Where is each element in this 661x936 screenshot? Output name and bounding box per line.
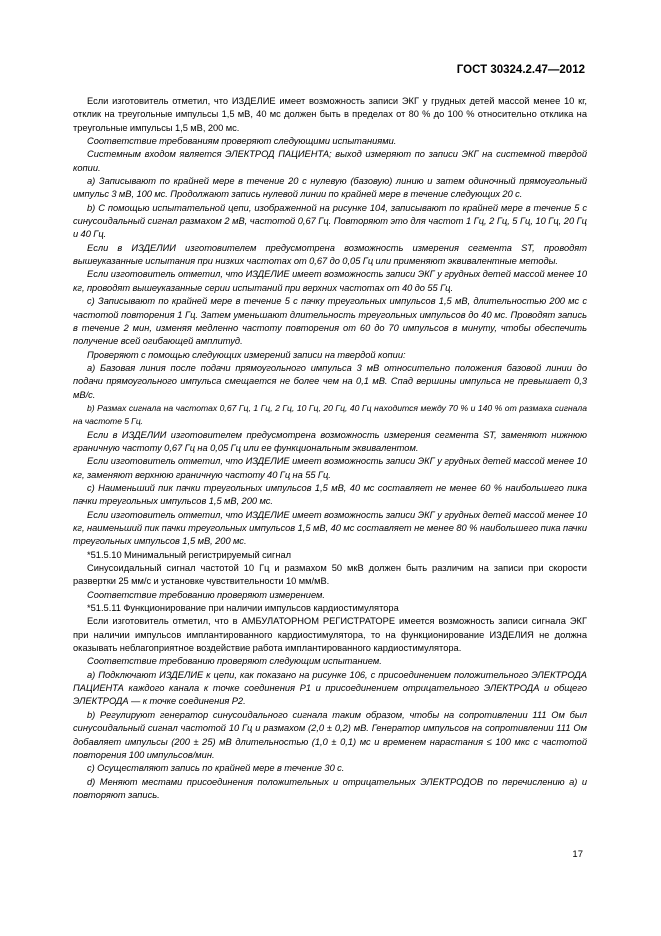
document-body (73, 95, 587, 802)
paragraph: Соответствие требованиям проверяют следующими испытаниями. (87, 136, 397, 147)
paragraph: a) Записывают по крайней мере в течение 20 с нулевую (базовую) линию и затем одиночный прямоугольный импульс 3 мВ, 100 мс. Продолжают запись нулевой линии по крайней мере в течение следующих 20 с. (73, 176, 587, 200)
paragraph: *51.5.10 Минимальный регистрируемый сигнал (87, 549, 292, 560)
paragraph: Если изготовитель отметил, что ИЗДЕЛИЕ имеет возможность записи ЭКГ у грудных детей массой менее 10 кг, проводят вышеуказанные серии испытаний при верхних частотах от 40 до 55 Гц. (73, 269, 587, 293)
paragraph: c) Записывают по крайней мере в течение 5 с пачку треугольных импульсов 1,5 мВ, длительностью 200 мс с частотой повторения 1 Гц. Затем уменьшают длительность треугольных импульсов до 40 мс. Проводят запись в течение 2 мин, изменяя медленно частоту повторения от 60 до 70 импульсов в минуту, чтобы обеспечить получение всей огибающей амплитуд. (73, 296, 587, 347)
paragraph: Если в ИЗДЕЛИИ изготовителем предусмотрена возможность измерения сегмента ST, заменяют нижнюю граничную частоту 0,67 Гц на 0,05 Гц или ее функциональным эквивалентом. (73, 429, 587, 453)
paragraph: Системным входом является ЭЛЕКТРОД ПАЦИЕНТА; выход измеряют по записи ЭКГ на системной твердой копии. (73, 149, 587, 173)
paragraph: b) Регулируют генератор синусоидального сигнала таким образом, чтобы на сопротивлении 111 Ом был синусоидальный сигнал частотой 10 Гц и размахом (2,0 ± 0,2) мВ. Генератор импульсов на сопротивлении 111 Ом добавляет импульсы (200 ± 25) мВ длительностью (1,0 ± 0,1) мс и временем нарастания ≤ 100 мкс с частотой повторения 100 импульсов/мин. (73, 709, 587, 760)
paragraph: c) Осуществляют запись по крайней мере в течение 30 с. (87, 763, 345, 774)
paragraph: Соответствие требованию проверяют следующим испытанием. (87, 656, 382, 667)
paragraph: Синусоидальный сигнал частотой 10 Гц и размахом 50 мкВ должен быть различим на записи при скорости развертки 25 мм/с и установке чувствительности 10 мм/мВ. (73, 563, 587, 587)
paragraph: Проверяют с помощью следующих измерений записи на твердой копии: (87, 349, 406, 360)
paragraph: c) Наименьший пик пачки треугольных импульсов 1,5 мВ, 40 мс составляет не менее 60 % наибольшего пика пачки треугольных импульсов 1,5 мВ, 200 мс. (73, 482, 587, 507)
paragraph: b) Размах сигнала на частотах 0,67 Гц, 1 Гц, 2 Гц, 10 Гц, 20 Гц, 40 Гц находится между 70 % и 140 % от размаха сигнала на частоте 5 Гц. (73, 402, 587, 427)
page-number: 17 (572, 849, 583, 860)
paragraph: Если изготовитель отметил, что ИЗДЕЛИЕ имеет возможность записи ЭКГ у грудных детей массой менее 10 кг, заменяют верхнюю граничную частоту 40 Гц на 55 Гц. (73, 456, 587, 480)
paragraph: d) Меняют местами присоединения положительных и отрицательных ЭЛЕКТРОДОВ по перечислению a) и повторяют запись. (73, 776, 587, 800)
paragraph: Если изготовитель отметил, что ИЗДЕЛИЕ имеет возможность записи ЭКГ у грудных детей массой менее 10 кг, отклик на треугольные импульсы 1,5 мВ, 40 мс должен быть в пределах от 80 % до 100 % относительно отклика на треугольные импульсы 1,5 мВ, 200 мс. (73, 96, 587, 133)
paragraph: Если изготовитель отметил, что ИЗДЕЛИЕ имеет возможность записи ЭКГ у грудных детей массой менее 10 кг, наименьший пик пачки треугольных импульсов 1,5 мВ, 40 мс составляет не менее 80 % наибольшего пика пачки треугольных импульсов 1,5 мВ, 200 мс. (73, 509, 587, 547)
paragraph: a) Базовая линия после подачи прямоугольного импульса 3 мВ относительно положения базовой линии до подачи прямоугольного импульса смещается не более чем на 0,1 мВ. Спад вершины импульса не превышает 0,3 мВ/с. (73, 362, 587, 400)
paragraph: b) С помощью испытательной цепи, изображенной на рисунке 104, записывают по крайней мере в течение 5 с синусоидальный сигнал размахом 2 мВ, частотой 0,67 Гц. Повторяют это для частот 1 Гц, 2 Гц, 5 Гц, 10 Гц, 20 Гц и 40 Гц. (73, 202, 587, 240)
document-number: ГОСТ 30324.2.47—2012 (456, 64, 585, 76)
paragraph: Если в ИЗДЕЛИИ изготовителем предусмотрена возможность измерения сегмента ST, проводят вышеуказанные испытания при низких частотах от 0,67 до 0,05 Гц или применяют эквивалентные методы. (73, 242, 587, 267)
paragraph: *51.5.11 Функционирование при наличии импульсов кардиостимулятора (87, 603, 399, 614)
paragraph: Соответствие требованию проверяют измерением. (87, 589, 325, 600)
paragraph: a) Подключают ИЗДЕЛИЕ к цепи, как показано на рисунке 106, с присоединением положительного ЭЛЕКТРОДА ПАЦИЕНТА каждого канала к точке соединения Р1 и присоединением отрицательного ЭЛЕКТРОДА и общего ЭЛЕКТРОДА — к точке соединения Р2. (73, 669, 587, 707)
paragraph: Если изготовитель отметил, что в АМБУЛАТОРНОМ РЕГИСТРАТОРЕ имеется возможность записи сигнала ЭКГ при наличии импульсов имплантированного кардиостимулятора, то на функционирование ИЗДЕЛИЯ не должна оказывать неблагоприятное воздействие работа имплантированного кардиостимулятора. (73, 616, 587, 654)
